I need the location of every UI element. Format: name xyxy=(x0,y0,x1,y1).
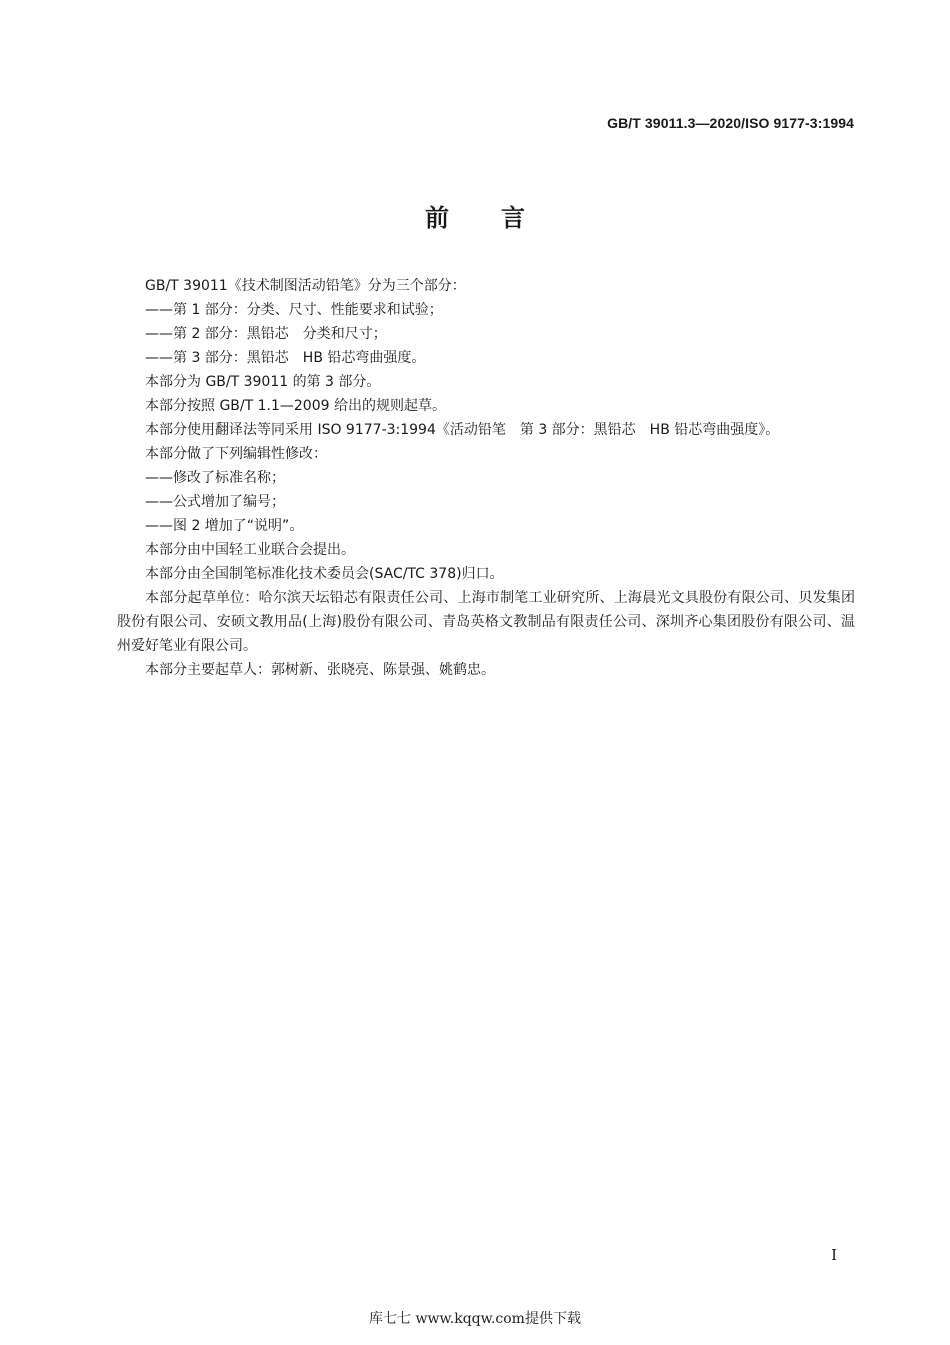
paragraph-drafting-units: 本部分起草单位：哈尔滨天坛铅芯有限责任公司、上海市制笔工业研究所、上海晨光文具股份有限公司、贝发集团股份有限公司、安硕文教用品(上海)股份有限公司、青岛英格文教制品有限责任公司、深圳齐心集团股份有限公司、温州爱好笔业有限公司。 xyxy=(117,590,855,654)
foreword-body xyxy=(117,274,855,682)
list-item-mod1: ——修改了标准名称； xyxy=(145,470,285,486)
page-number: I xyxy=(831,1246,837,1264)
paragraph-drafting-rules: 本部分按照 GB/T 1.1—2009 给出的规则起草。 xyxy=(145,398,446,414)
page-title: 前言 xyxy=(425,204,577,232)
paragraph-drafters: 本部分主要起草人：郭树新、张晓亮、陈景强、姚鹤忠。 xyxy=(145,662,495,678)
list-item-part1: ——第 1 部分：分类、尺寸、性能要求和试验； xyxy=(145,302,443,318)
list-item-part3: ——第 3 部分：黑铅芯 HB 铅芯弯曲强度。 xyxy=(145,350,426,366)
list-item-mod3: ——图 2 增加了“说明”。 xyxy=(145,518,304,534)
download-footer: 库七七 www.kqqw.com提供下载 xyxy=(369,1311,581,1327)
paragraph-proposed-by: 本部分由中国轻工业联合会提出。 xyxy=(145,542,355,558)
paragraph-part-statement: 本部分为 GB/T 39011 的第 3 部分。 xyxy=(145,374,381,390)
paragraph-adoption: 本部分使用翻译法等同采用 ISO 9177-3:1994《活动铅笔 第 3 部分：黑铅芯 HB 铅芯弯曲强度》。 xyxy=(145,422,780,438)
list-item-mod2: ——公式增加了编号； xyxy=(145,494,285,510)
paragraph-intro: GB/T 39011《技术制图活动铅笔》分为三个部分： xyxy=(145,278,466,294)
paragraph-under-jurisdiction: 本部分由全国制笔标准化技术委员会(SAC/TC 378)归口。 xyxy=(145,566,504,582)
standard-code: GB/T 39011.3—2020/ISO 9177-3:1994 xyxy=(607,115,854,131)
paragraph-modifications: 本部分做了下列编辑性修改： xyxy=(145,446,327,462)
list-item-part2: ——第 2 部分：黑铅芯 分类和尺寸； xyxy=(145,326,387,342)
